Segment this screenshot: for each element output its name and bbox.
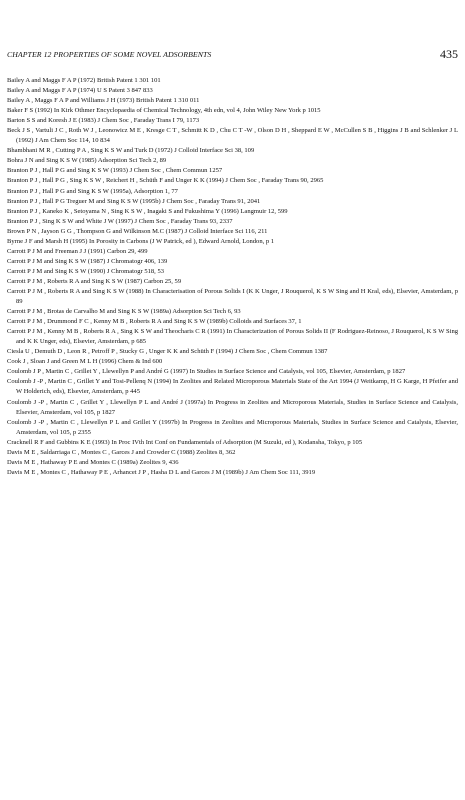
- page-header: [7, 49, 458, 65]
- reference-entry: Baker F S (1992) In Kirk Othmer Encyclopaedia of Chemical Technology, 4th edn, vol 4, John Wiley New York p 1015: [7, 107, 321, 115]
- reference-entry: Cook J , Sloan J and Green M L H (1996) Chem & Ind 600: [7, 358, 163, 366]
- reference-entry: Byrne J F and Marsh H (1995) In Porosity in Carbons (J W Patrick, ed ), Edward Arnold, London, p 1: [7, 237, 275, 245]
- reference-list: [7, 76, 458, 478]
- reference-entry: Carrott P J M , Kenny M B , Roberts R A , Sing K S W and Theocharis C R (1991) In Characterization of Porous Solids II (F Rodriguez-Reinoso, J Rouquerol, K S W Sing and K K Unger, eds), Elsevier, Amsterdam, p 685: [7, 328, 458, 346]
- reference-entry: Coulomb J -P , Martin C , Grillet Y , Llewellyn P L and André J (1997a) In Progress in Zeolites and Microporous Materials, Studies in Surface Science and Catalysis, Elsevier, Amsterdam, vol 105, p 1827: [7, 398, 458, 416]
- reference-entry: Branton P J , Hall P G and Sing K S W (1995a), Adsorption 1, 77: [7, 187, 178, 195]
- reference-entry: Carrott P J M and Sing K S W (1990) J Chromatogr 518, 53: [7, 267, 165, 275]
- reference-entry: Carrott P J M , Drummond F C , Kenny M B , Roberts R A and Sing K S W (1989b) Colloids and Surfaces 37, 1: [7, 318, 302, 326]
- reference-entry: Carrott P J M and Freeman J J (1991) Carbon 29, 499: [7, 247, 148, 255]
- reference-entry: Bailey A and Maggs F A P (1972) British Patent 1 301 101: [7, 77, 161, 84]
- reference-entry: Brown P N , Jayson G G , Thompson G and Wilkinson M.C (1987) J Colloid Interface Sci 116, 211: [7, 227, 268, 235]
- reference-entry: Carrott P J M , Brotas de Carvalho M and Sing K S W (1989a) Adsorption Sci Tech 6, 93: [7, 308, 241, 316]
- reference-entry: Ciesla U , Demuth D , Leon R , Petroff P , Stucky G , Unger K K and Schüth F (1994) J Chem Soc , Chem Commun 1387: [7, 348, 328, 356]
- reference-entry: Bhambhani M R , Cutting P A , Sing K S W and Turk D (1972) J Colloid Interface Sci 38, 109: [7, 147, 255, 155]
- running-title: CHAPTER 12 PROPERTIES OF SOME NOVEL ADSORBENTS: [7, 50, 212, 59]
- reference-entry: Branton P J , Sing K S W and White J W (1997) J Chem Soc , Faraday Trans 93, 2337: [7, 217, 233, 225]
- reference-entry: Davis M E , Saldarriaga C , Montes C , Garces J and Crowder C (1988) Zeolites 8, 362: [7, 448, 236, 456]
- reference-entry: Beck J S , Vartuli J C , Roth W J , Leonowicz M E , Kresge C T , Schmitt K D , Chu C T -W , Olson D H , Sheppard E W , McCullen S B , Higgins J B and Schlenker J L (1992) J Am Chem Soc 114, 10 834: [7, 127, 458, 145]
- reference-entry: Davis M E , Hathaway P E and Montes C (1989a) Zeolites 9, 436: [7, 458, 179, 466]
- reference-entry: Bailey A , Maggs F A P and Williams J H (1973) British Patent 1 310 011: [7, 97, 200, 105]
- reference-entry: Branton P J , Hall P G and Sing K S W (1993) J Chem Soc , Chem Commun 1257: [7, 167, 223, 175]
- reference-entry: Carrott P J M and Sing K S W (1987) J Chromatogr 406, 139: [7, 257, 168, 265]
- reference-entry: Cracknell R F and Gubbins K E (1993) In Proc IVth Int Conf on Fundamentals of Adsorption (M Suzuki, ed ), Kodansha, Tokyo, p 105: [7, 438, 363, 446]
- reference-entry: Coulomb J P , Martin C , Grillet Y , Llewellyn P and André G (1997) In Studies in Surface Science and Catalysis, vol 105, Elsevier, Amsterdam, p 1827: [7, 368, 406, 376]
- reference-entry: Branton P J , Hall P G Treguer M and Sing K S W (1995b) J Chem Soc , Faraday Trans 91, 2041: [7, 197, 261, 205]
- reference-entry: Coulomb J -P , Martin C , Llewellyn P L and Grillet Y (1997b) In Progress in Zeolites and Microporous Materials, Studies in Surface Science and Catalysis, Elsevier, Amsterdam, vol 105, p 2355: [7, 418, 458, 436]
- reference-entry: Bailey A and Maggs F A P (1974) U S Patent 3 847 833: [7, 87, 153, 95]
- reference-entry: Bohra J N and Sing K S W (1985) Adsorption Sci Tech 2, 89: [7, 157, 167, 165]
- reference-entry: Barton S S and Koresh J E (1983) J Chem Soc , Faraday Trans I 79, 1173: [7, 117, 200, 125]
- reference-entry: Carrott P J M , Roberts R A and Sing K S W (1988) In Characterisation of Porous Solids I (K K Unger, J Rouquerol, K S W Sing and H Kral, eds), Elsevier, Amsterdam, p 89: [7, 287, 458, 306]
- reference-entry: Davis M E , Montes C , Hathaway P E , Arhancet J P , Hasha D L and Garces J M (1989b) J Am Chem Soc 111, 3919: [7, 468, 316, 476]
- reference-entry: Carrott P J M , Roberts R A and Sing K S W (1987) Carbon 25, 59: [7, 277, 182, 285]
- reference-entry: Coulomb J -P , Martin C , Grillet Y and Tosi-Pellenq N (1994) In Zeolites and Related Microporous Materials State of the Art 1994 (J Weitkamp, H G Karge, H Pfeifer and W Holderich, eds), Elsevier, Amsterdam, p 445: [7, 378, 458, 396]
- reference-entry: Branton P J , Kaneko K , Setoyama N , Sing K S W , Inagaki S and Fukushima Y (1996) Langmuir 12, 599: [7, 207, 288, 215]
- reference-entry: Branton P J , Hall P G , Sing K S W , Reichert H , Schüth F and Unger K K (1994) J Chem Soc , Faraday Trans 90, 2965: [7, 177, 324, 185]
- page-number: 435: [440, 47, 458, 61]
